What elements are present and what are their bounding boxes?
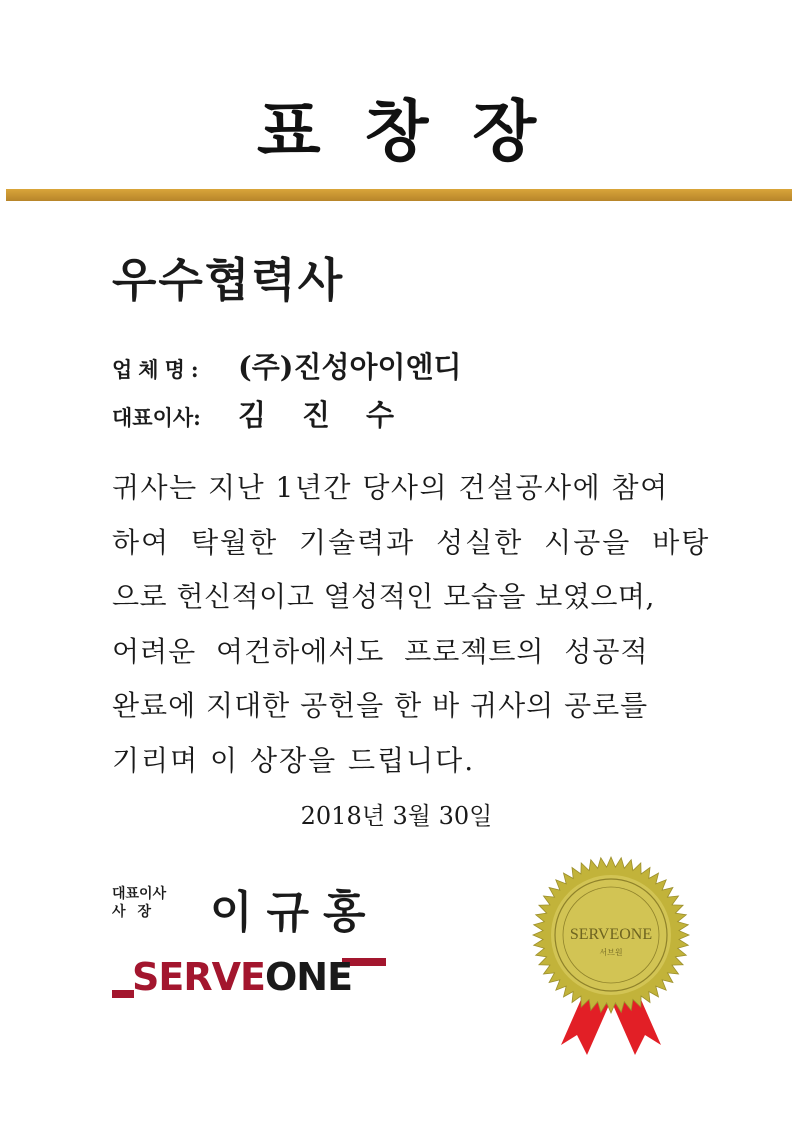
- body-line: 으로 헌신적이고 열성적인 모습을 보였으며,: [112, 580, 655, 613]
- signer-title-line2: 사장: [112, 904, 164, 920]
- gold-divider: [6, 189, 792, 201]
- company-label: 업체명:: [112, 357, 205, 382]
- signer-title-line1: 대표이사: [112, 886, 167, 902]
- representative-label: 대표이사:: [112, 405, 201, 430]
- body-line: 완료에 지대한 공헌을 한 바 귀사의 공로를: [112, 689, 649, 722]
- seal-subtext: 서브원: [599, 948, 623, 957]
- body-line: 귀사는 지난 1년간 당사의 건설공사에 참여: [112, 471, 669, 504]
- company-value: (주)진성아이엔디: [238, 350, 462, 384]
- logo-wordmark: [132, 954, 352, 1000]
- company-row: [112, 345, 462, 386]
- logo-one-text: ONE: [264, 955, 353, 999]
- representative-value: 김진수: [238, 398, 431, 432]
- certificate-title: 표창장: [256, 92, 581, 170]
- signer-name: 이규홍: [210, 887, 380, 938]
- award-name: 우수협력사: [112, 253, 345, 307]
- certificate-body: [112, 461, 711, 788]
- logo-serve-text: SERVE: [132, 955, 265, 999]
- award-date: 2018년 3월 30일: [300, 802, 493, 830]
- seal-text: SERVEONE: [569, 926, 653, 943]
- logo-accent-bar-left: [112, 990, 134, 998]
- body-line: 어려운 여건하에서도 프로젝트의 성공적: [112, 634, 649, 668]
- gold-seal-icon: [521, 855, 701, 1075]
- serveone-logo: [112, 954, 392, 1004]
- body-line: 하여 탁월한 기술력과 성실한 시공을 바탕: [112, 525, 711, 559]
- body-line: 기리며 이 상장을 드립니다.: [112, 743, 476, 777]
- signer-title: [112, 885, 166, 921]
- representative-row: [112, 393, 430, 434]
